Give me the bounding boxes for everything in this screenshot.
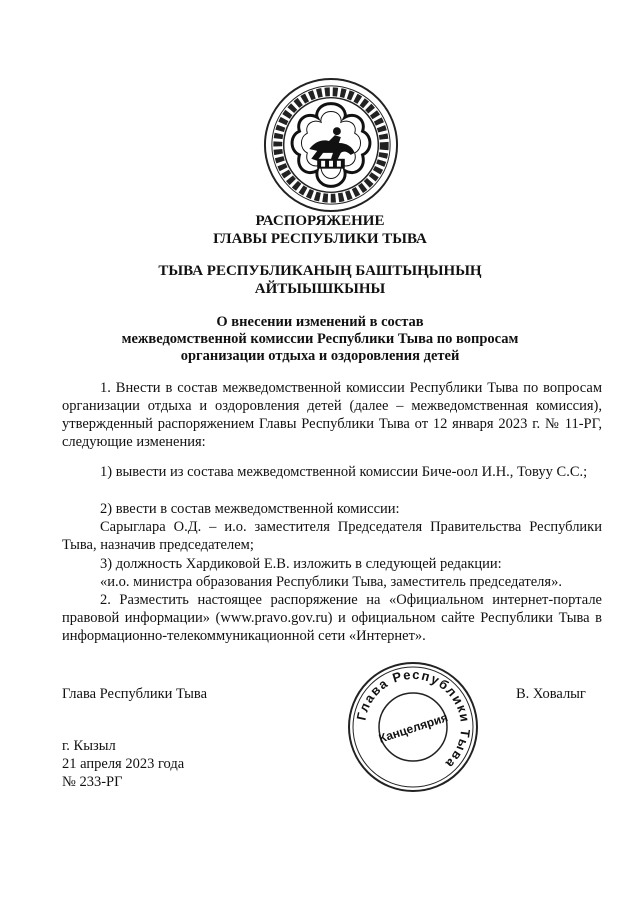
paragraph-subitem-2-person: Сарыглара О.Д. – и.о. заместителя Председателя Правительства Республики Тыва, назначив председателем; [62,519,602,553]
document-type-title: РАСПОРЯЖЕНИЕ ГЛАВЫ РЕСПУБЛИКИ ТЫВА [213,213,427,247]
stamp-center-text: Канцелярия [377,710,450,746]
paragraph-subitem-2: 2) ввести в состав межведомственной комиссии: [100,501,400,517]
signatory-name: В. Ховалыг [516,686,586,702]
paragraph-subitem-3: 3) должность Хардиковой Е.В. изложить в следующей редакции: [100,556,502,572]
document-number: № 233-РГ [62,774,123,790]
document-type-title-tuvan: ТЫВА РЕСПУБЛИКАНЫҢ БАШТЫҢЫНЫҢ АЙТЫЫШКЫНЫ [158,263,482,297]
paragraph-item-2: 2. Разместить настоящее распоряжение на «Официальном интернет-портале правовой информации» (www.pravo.gov.ru) и официальном сайте Республики Тыва в информационно-телекоммуникационной сети «Интернет». [62,592,602,644]
svg-text:Глава Республики Тыва [353,667,473,772]
official-stamp [346,660,480,794]
paragraph-subitem-3-text: «и.о. министра образования Республики Тыва, заместитель председателя». [100,574,562,590]
issue-date: 21 апреля 2023 года [62,756,185,772]
paragraph-item-1: 1. Внести в состав межведомственной комиссии Республики Тыва по вопросам организации отдыха и оздоровления детей (далее – межведомственная комиссия), утвержденный распоряжением Главы Республики Тыва от 12 января 2023 г. № 11-РГ, следующие изменения: [62,380,602,450]
paragraph-subitem-1: 1) вывести из состава межведомственной комиссии Биче-оол И.Н., Товуу С.С.; [100,464,588,480]
stamp-ring-text: Глава Республики Тыва [353,666,474,773]
signatory-position: Глава Республики Тыва [62,686,208,702]
coat-of-arms-emblem [262,76,400,214]
issue-city: г. Кызыл [62,738,116,754]
document-subject: О внесении изменений в состав межведомственной комиссии Республики Тыва по вопросам организации отдыха и оздоровления детей [121,314,519,364]
